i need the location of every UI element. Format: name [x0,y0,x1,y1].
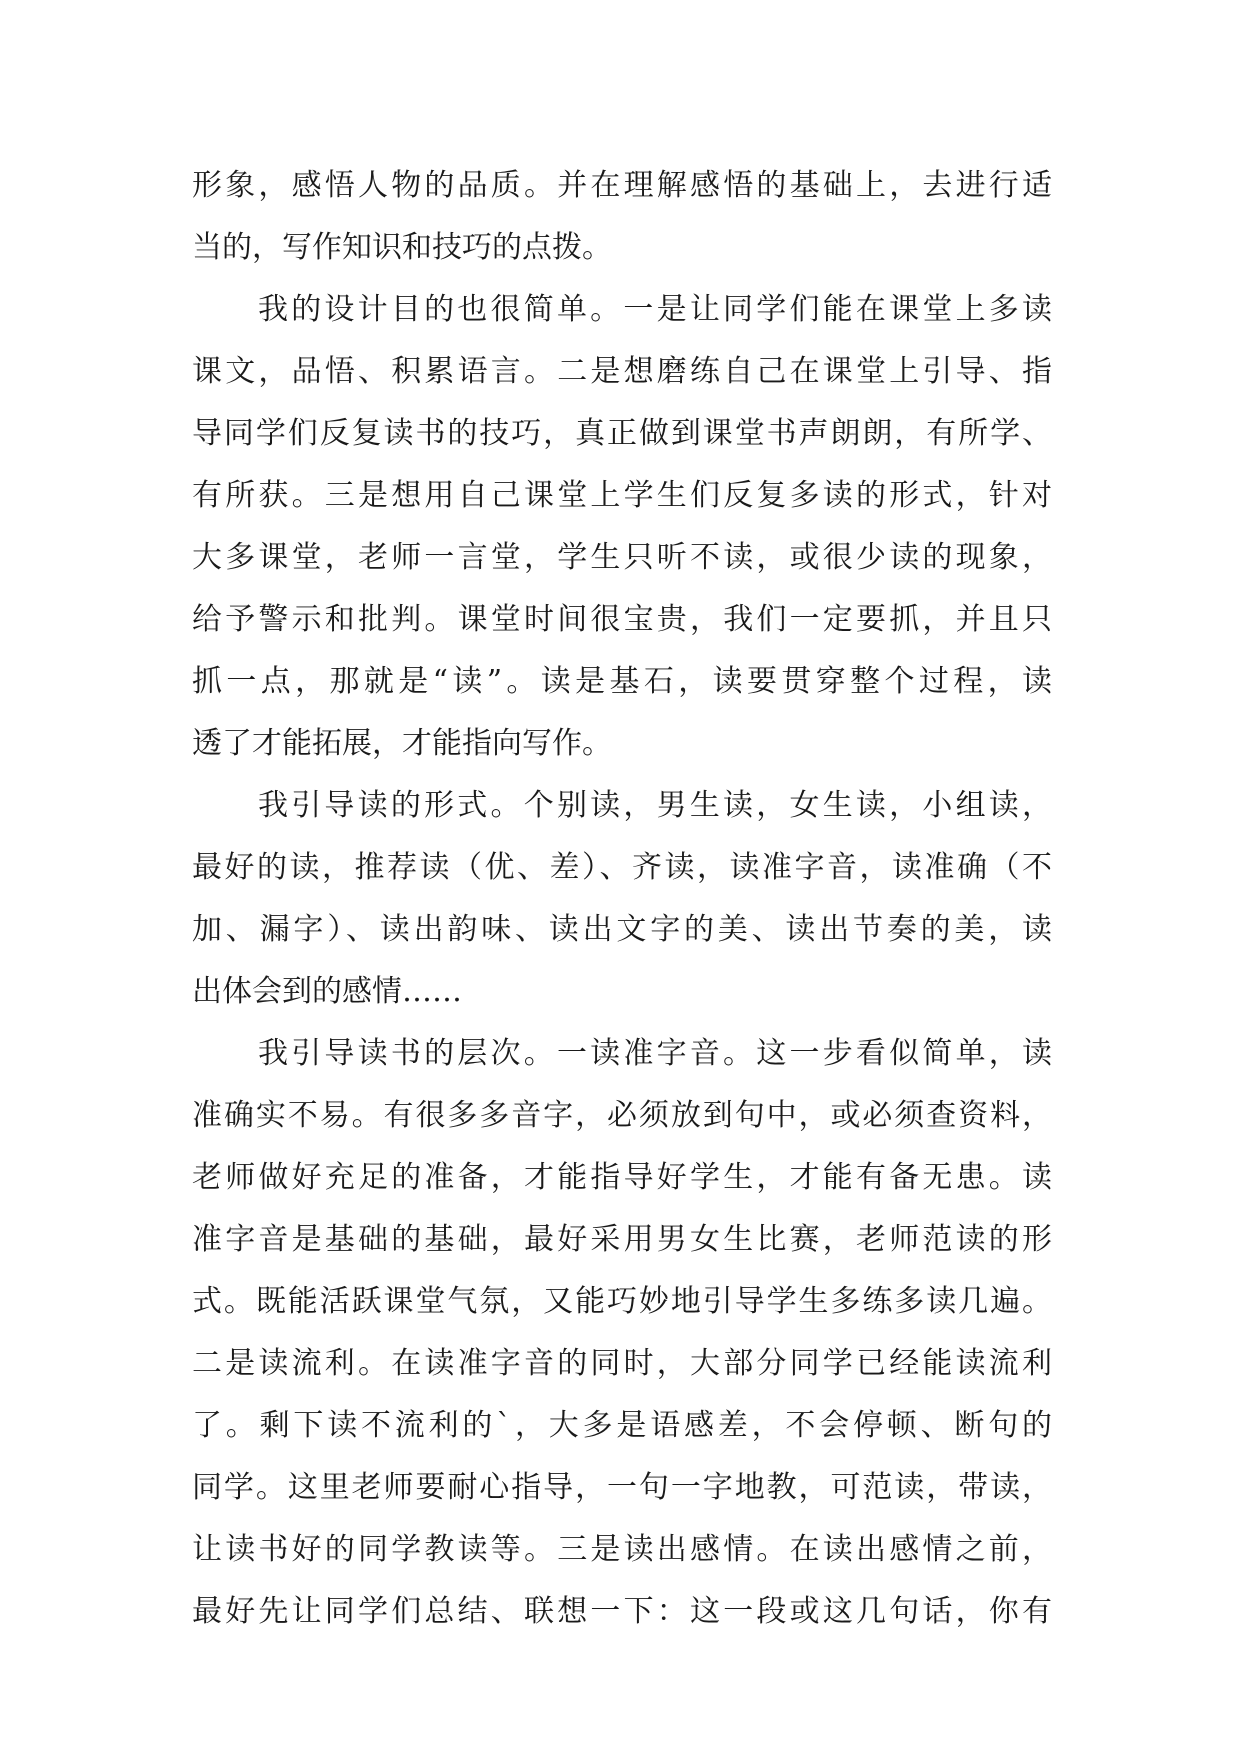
text-line: 大多课堂，老师一言堂，学生只听不读，或很少读的现象， [192,540,1052,575]
text-line: 有所获。三是想用自己课堂上学生们反复多读的形式，针对 [192,478,1052,513]
text-line: 我引导读书的层次。一读准字音。这一步看似简单，读 [258,1036,1052,1071]
text-line: 透了才能拓展，才能指向写作。 [192,726,612,761]
text-line: 加、漏字）、读出韵味、读出文字的美、读出节奏的美，读 [192,912,1052,947]
text-line: 形象，感悟人物的品质。并在理解感悟的基础上，去进行适 [192,168,1052,203]
paragraph [192,279,1052,775]
text-line: 给予警示和批判。课堂时间很宝贵，我们一定要抓，并且只 [192,602,1052,637]
text-line: 出体会到的感情…… [192,974,462,1009]
text-line: 同学。这里老师要耐心指导，一句一字地教，可范读，带读， [192,1470,1052,1505]
paragraph [192,775,1052,1023]
text-line: 我引导读的形式。个别读，男生读，女生读，小组读， [258,788,1052,823]
text-line: 式。既能活跃课堂气氛，又能巧妙地引导学生多练多读几遍。 [192,1284,1052,1319]
text-line: 最好的读，推荐读（优、差）、齐读，读准字音，读准确（不 [192,850,1052,885]
text-line: 导同学们反复读书的技巧，真正做到课堂书声朗朗，有所学、 [192,416,1052,451]
text-line: 让读书好的同学教读等。三是读出感情。在读出感情之前， [192,1532,1052,1567]
text-line: 准字音是基础的基础，最好采用男女生比赛，老师范读的形 [192,1222,1052,1257]
document-body [192,155,1052,1643]
text-line: 抓一点，那就是“读”。读是基石，读要贯穿整个过程，读 [192,664,1052,699]
paragraph [192,155,1052,279]
text-line: 我的设计目的也很简单。一是让同学们能在课堂上多读 [258,292,1052,327]
text-line: 老师做好充足的准备，才能指导好学生，才能有备无患。读 [192,1160,1052,1195]
text-line: 当的，写作知识和技巧的点拨。 [192,230,612,265]
text-line: 最好先让同学们总结、联想一下：这一段或这几句话，你有 [192,1594,1052,1629]
paragraph [192,1023,1052,1643]
text-line: 课文，品悟、积累语言。二是想磨练自己在课堂上引导、指 [192,354,1052,389]
text-line: 了。剩下读不流利的`，大多是语感差，不会停顿、断句的 [192,1408,1052,1443]
text-line: 准确实不易。有很多多音字，必须放到句中，或必须查资料， [192,1098,1052,1133]
text-line: 二是读流利。在读准字音的同时，大部分同学已经能读流利 [192,1346,1052,1381]
